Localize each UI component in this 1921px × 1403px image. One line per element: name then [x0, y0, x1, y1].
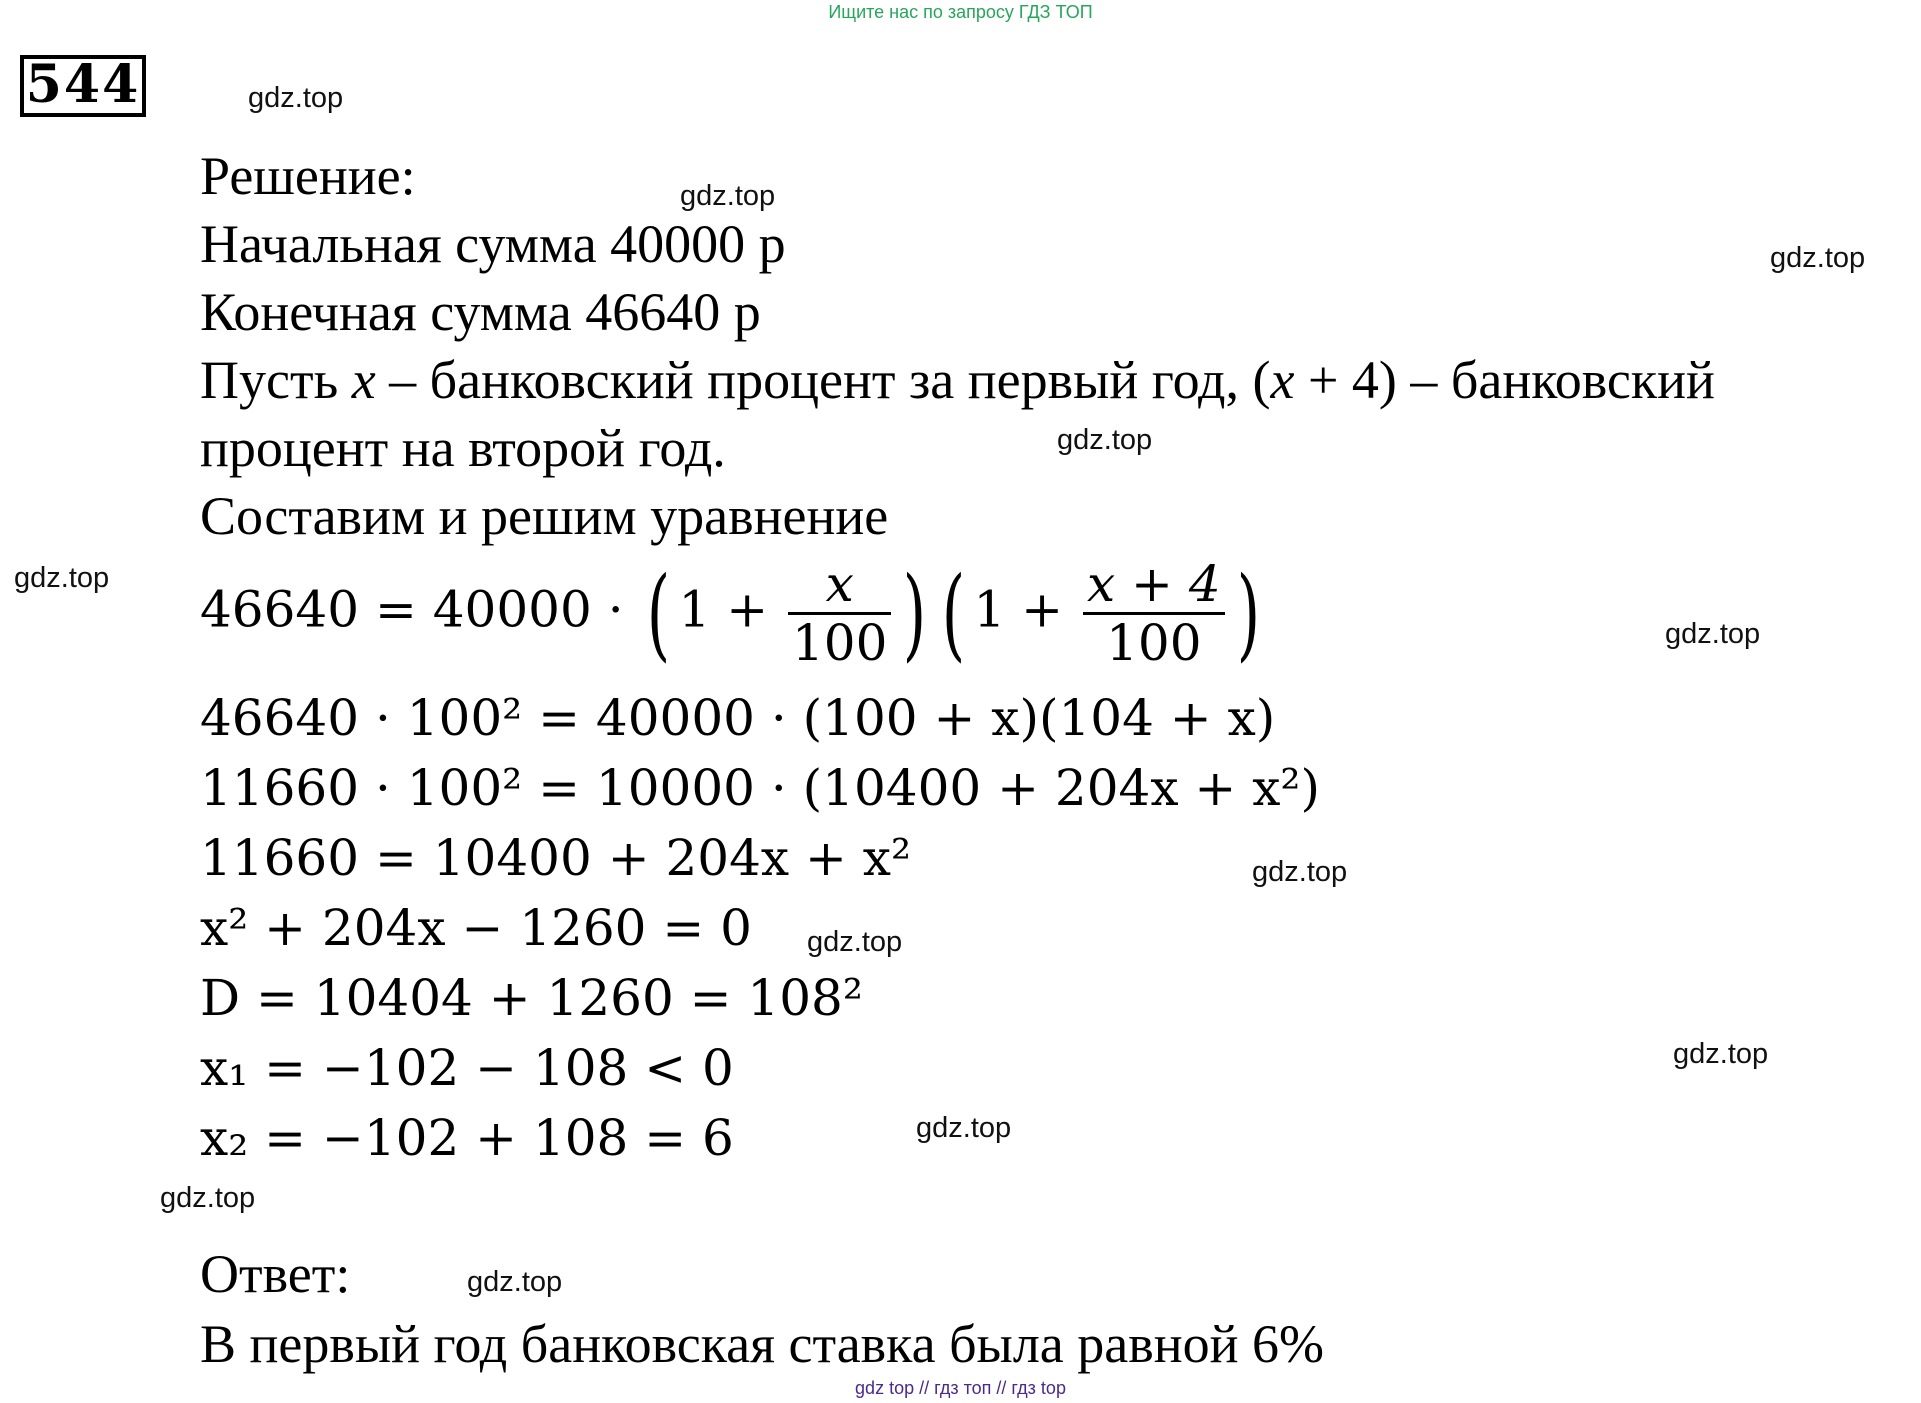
- fraction-1-numerator: x: [788, 556, 891, 615]
- watermark: gdz.top: [1252, 856, 1348, 888]
- watermark: gdz.top: [1057, 424, 1153, 456]
- bottom-banner: gdz top // гдз топ // гдз top: [855, 1378, 1066, 1398]
- solution-heading: Решение:: [200, 146, 416, 206]
- eq1-one-plus-1: 1 +: [678, 580, 784, 639]
- equation-4: 11660 = 10400 + 204x + x²: [200, 829, 912, 887]
- answer-heading: Ответ:: [200, 1244, 351, 1304]
- compose-line: Составим и решим уравнение: [200, 486, 889, 546]
- top-banner: Ищите нас по запросу ГДЗ ТОП: [828, 2, 1093, 22]
- let-line-1: [200, 350, 1715, 410]
- equation-1: [200, 556, 1268, 671]
- problem-number-box: 544: [20, 55, 146, 117]
- let-text-a: Пусть: [200, 350, 352, 410]
- watermark: gdz.top: [1770, 242, 1866, 274]
- eq1-lhs: 46640 = 40000 ·: [200, 580, 640, 639]
- answer-text: В первый год банковская ставка была равной 6%: [200, 1314, 1324, 1374]
- fraction-1-denominator: 100: [792, 614, 888, 672]
- initial-sum-line: Начальная сумма 40000 р: [200, 214, 786, 274]
- paren-close-2: ): [1236, 554, 1260, 672]
- watermark: gdz.top: [160, 1182, 256, 1214]
- final-sum-line: Конечная сумма 46640 р: [200, 282, 761, 342]
- paren-open-2: (: [942, 554, 966, 672]
- let-text-b: – банковский процент за первый год, (: [375, 350, 1271, 410]
- let-line-2: процент на второй год.: [200, 418, 726, 478]
- let-var-x-2: x: [1270, 350, 1295, 410]
- equation-5: x² + 204x − 1260 = 0: [200, 899, 752, 957]
- fraction-2-numerator: x + 4: [1083, 556, 1225, 615]
- equation-2: 46640 · 100² = 40000 · (100 + x)(104 + x): [200, 689, 1276, 747]
- watermark: gdz.top: [1665, 618, 1761, 650]
- equation-8: x₂ = −102 + 108 = 6: [200, 1109, 734, 1167]
- watermark: gdz.top: [467, 1266, 563, 1298]
- watermark: gdz.top: [248, 82, 344, 114]
- let-var-x: x: [351, 350, 376, 410]
- equation-7: x₁ = −102 − 108 < 0: [200, 1039, 734, 1097]
- equation-6: D = 10404 + 1260 = 108²: [200, 969, 863, 1027]
- watermark: gdz.top: [807, 926, 903, 958]
- fraction-1: [788, 556, 891, 671]
- watermark: gdz.top: [1673, 1038, 1769, 1070]
- let-text-c: + 4) – банковский: [1294, 350, 1715, 410]
- paren-close-1: ): [903, 554, 927, 672]
- watermark: gdz.top: [680, 180, 776, 212]
- equation-3: 11660 · 100² = 10000 · (10400 + 204x + x²): [200, 759, 1320, 817]
- fraction-2: [1083, 556, 1225, 671]
- paren-open-1: (: [647, 554, 671, 672]
- eq1-one-plus-2: 1 +: [973, 580, 1079, 639]
- watermark: gdz.top: [916, 1112, 1012, 1144]
- fraction-2-denominator: 100: [1106, 614, 1202, 672]
- watermark: gdz.top: [14, 562, 110, 594]
